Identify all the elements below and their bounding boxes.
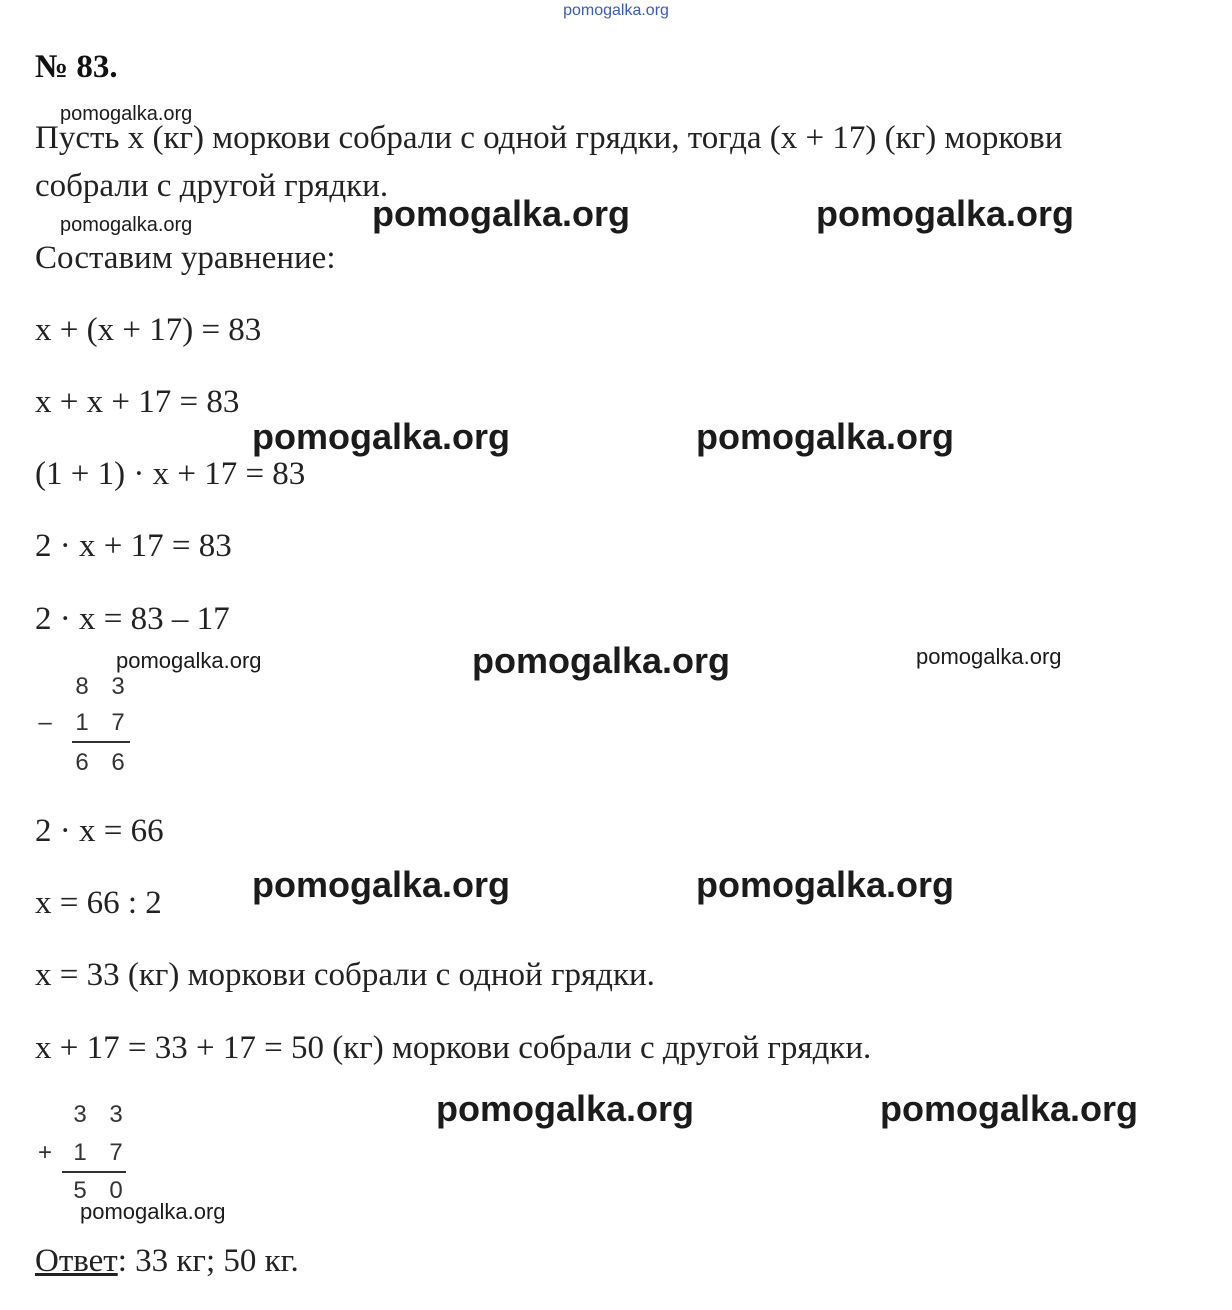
- answer: [35, 1238, 299, 1284]
- task-number: № 83.: [35, 49, 118, 85]
- sub-top-digit: 8: [75, 673, 89, 700]
- watermark: pomogalka.org: [696, 416, 955, 457]
- answer-text: : 33 кг; 50 кг.: [117, 1243, 299, 1279]
- watermark: pomogalka.org: [816, 193, 1075, 234]
- add-top-digit: 3: [73, 1101, 87, 1128]
- watermark: pomogalka.org: [60, 214, 193, 236]
- step-8: х = 33 (кг) моркови собрали с одной грядки.: [35, 957, 655, 993]
- minus-operator: –: [38, 709, 52, 736]
- step-2: х + х + 17 = 83: [35, 384, 240, 420]
- sub-result-digit: 6: [111, 749, 125, 776]
- watermark: pomogalka.org: [116, 648, 262, 673]
- watermark: pomogalka.org: [252, 864, 511, 905]
- add-result-digit: 0: [109, 1177, 123, 1204]
- site-link[interactable]: pomogalka.org: [563, 2, 669, 19]
- watermark: pomogalka.org: [880, 1088, 1139, 1129]
- answer-label: Ответ: [35, 1243, 118, 1279]
- step-4: 2 · х + 17 = 83: [35, 528, 232, 564]
- watermark: pomogalka.org: [372, 193, 631, 234]
- watermark: pomogalka.org: [80, 1199, 226, 1224]
- sub-top-digit: 3: [111, 673, 125, 700]
- subtraction-column: [30, 670, 140, 780]
- equation-intro: Составим уравнение:: [35, 240, 336, 276]
- watermark: pomogalka.org: [472, 640, 731, 681]
- add-result-digit: 5: [73, 1177, 87, 1204]
- watermark: pomogalka.org: [916, 644, 1062, 669]
- sub-bottom-digit: 7: [111, 709, 125, 736]
- addition-column: [30, 1098, 140, 1208]
- intro-line-2: собрали с другой грядки.: [35, 168, 389, 204]
- step-9: х + 17 = 33 + 17 = 50 (кг) моркови собрали с другой грядки.: [35, 1030, 872, 1066]
- add-bottom-digit: 1: [73, 1139, 87, 1166]
- intro-line-1: Пусть х (кг) моркови собрали с одной грядки, тогда (х + 17) (кг) моркови: [35, 120, 1063, 156]
- step-1: х + (х + 17) = 83: [35, 312, 262, 348]
- add-top-digit: 3: [109, 1101, 123, 1128]
- watermark: pomogalka.org: [436, 1088, 695, 1129]
- watermark: pomogalka.org: [696, 864, 955, 905]
- watermark: pomogalka.org: [252, 416, 511, 457]
- sub-result-line: [72, 741, 130, 743]
- sub-result-digit: 6: [75, 749, 89, 776]
- plus-operator: +: [37, 1139, 52, 1166]
- watermark: pomogalka.org: [60, 103, 193, 125]
- step-3: (1 + 1) · х + 17 = 83: [35, 456, 306, 492]
- add-result-line: [62, 1171, 126, 1173]
- sub-bottom-digit: 1: [75, 709, 89, 736]
- step-7: х = 66 : 2: [35, 885, 162, 921]
- step-5: 2 · х = 83 – 17: [35, 601, 230, 637]
- step-6: 2 · х = 66: [35, 813, 164, 849]
- add-bottom-digit: 7: [109, 1139, 123, 1166]
